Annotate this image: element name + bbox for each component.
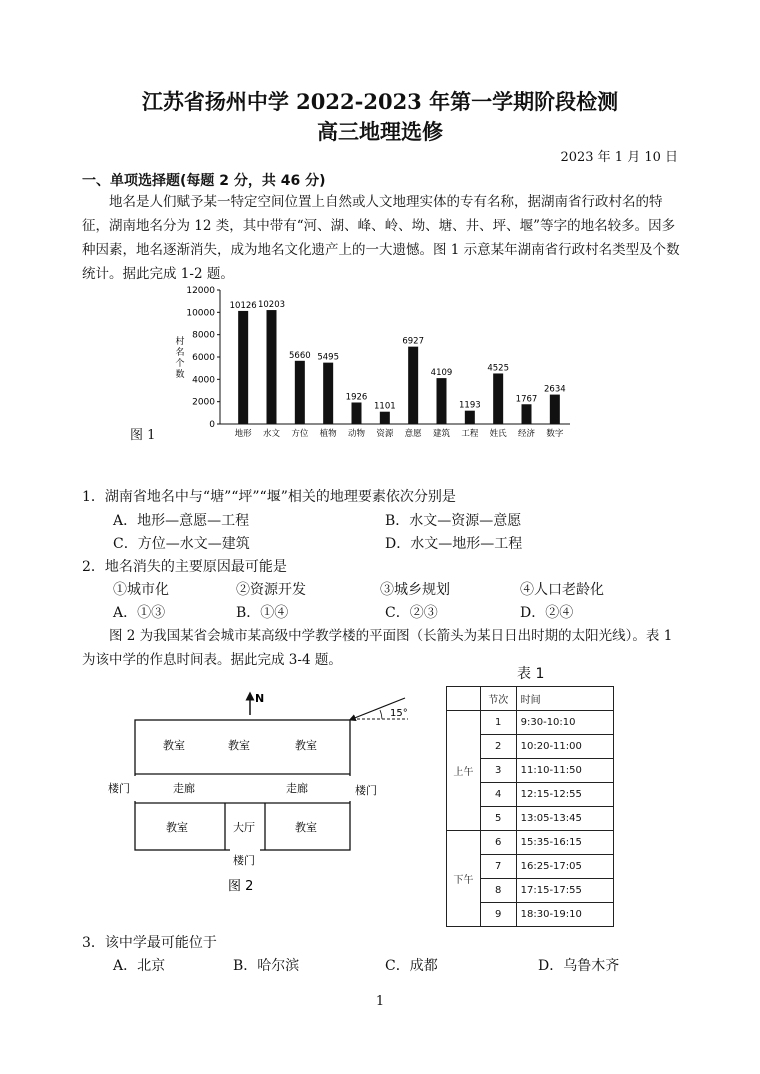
data-label: 6927: [402, 336, 424, 347]
y-axis-label-char: 村: [175, 337, 185, 347]
y-axis-label-char: 个: [175, 359, 185, 369]
bar: [437, 378, 447, 424]
period-number: 3: [480, 759, 516, 783]
y-axis-label-char: 数: [175, 370, 185, 380]
x-tick-label: 姓氏: [489, 429, 507, 439]
classroom-3-label: 教室: [295, 739, 317, 752]
bar: [267, 310, 277, 424]
period-number: 7: [480, 855, 516, 879]
x-tick-label: 数字: [546, 429, 564, 439]
period-number: 2: [480, 735, 516, 759]
period-number: 9: [480, 903, 516, 927]
period-time: 18:30-19:10: [516, 903, 613, 927]
schedule-table: [446, 686, 614, 927]
bar: [295, 361, 305, 424]
period-time: 13:05-13:45: [516, 807, 613, 831]
x-tick-label: 方位: [291, 429, 309, 439]
x-tick-label: 资源: [376, 429, 394, 439]
bar: [493, 373, 503, 424]
classroom-2-label: 教室: [228, 739, 250, 752]
q2-option-b[interactable]: B．①④: [236, 605, 289, 621]
x-tick-label: 地形: [234, 429, 252, 439]
q2-option-d[interactable]: D．②④: [520, 605, 574, 621]
period-time: 9:30-10:10: [516, 711, 613, 735]
period-number: 8: [480, 879, 516, 903]
figure1-label: 图 1: [130, 428, 156, 443]
corridor-2-label: 走廊: [286, 782, 308, 795]
exam-subtitle: 高三地理选修: [317, 119, 443, 144]
intro-paragraph-1: 地名是人们赋予某一特定空间位置上自然或人文地理实体的专有名称，据湖南省行政村名的特征，湖南地名分为 12 类，其中带有“河、湖、峰、岭、坳、塘、井、坪、堰”等字的地名较多。因多种因素，地名逐渐消失，成为地名文化遗产上的一大遗憾。图 1 示意某年湖南省行政村名类型及个数统计。据此完成 1-2 题。: [82, 194, 680, 282]
q2-statement-2: ②资源开发: [236, 582, 306, 598]
period-time: 11:10-11:50: [516, 759, 613, 783]
x-tick-label: 植物: [319, 429, 337, 439]
data-label: 1926: [345, 392, 368, 403]
q1-option-a[interactable]: A．地形—意愿—工程: [113, 513, 250, 529]
north-label: N: [255, 692, 265, 705]
question-1-stem: 1．湖南省地名中与“塘”“坪”“堰”相关的地理要素依次分别是: [82, 489, 456, 505]
corridor-1-label: 走廊: [173, 782, 195, 795]
question-3-stem: 3．该中学最可能位于: [82, 935, 217, 951]
east-stair-door-label: 楼门: [355, 784, 377, 797]
bar: [550, 395, 560, 424]
data-label: 4525: [487, 363, 509, 374]
bar: [408, 347, 418, 424]
figure1-bar-chart: [160, 282, 580, 442]
period-time: 15:35-16:15: [516, 831, 613, 855]
period-time: 16:25-17:05: [516, 855, 613, 879]
y-tick-label: 10000: [186, 308, 215, 319]
y-tick-label: 8000: [192, 330, 215, 341]
data-label: 5495: [317, 352, 339, 363]
classroom-4-label: 教室: [166, 821, 188, 834]
south-stair-door-label: 楼门: [233, 854, 255, 867]
data-label: 2634: [544, 384, 566, 395]
data-label: 1767: [515, 394, 538, 405]
section-heading: 一、单项选择题(每题 2 分，共 46 分): [82, 173, 326, 189]
period-number: 5: [480, 807, 516, 831]
table-header-blank: [447, 687, 481, 711]
intro-paragraph-2: 图 2 为我国某省会城市某高级中学教学楼的平面图（长箭头为某日日出时期的太阳光线）。表 1 为该中学的作息时间表。据此完成 3-4 题。: [82, 628, 673, 668]
q3-option-b[interactable]: B．哈尔滨: [233, 958, 300, 974]
figure2-label: 图 2: [228, 879, 254, 894]
bar: [522, 404, 532, 424]
x-tick-label: 经济: [517, 429, 536, 439]
period-number: 1: [480, 711, 516, 735]
q2-option-c[interactable]: C．②③: [385, 605, 438, 621]
exam-date: 2023 年 1 月 10 日: [560, 150, 678, 165]
data-label: 10203: [257, 300, 286, 311]
x-tick-label: 动物: [347, 429, 366, 439]
bar: [323, 363, 333, 424]
period-number: 4: [480, 783, 516, 807]
angle-arc: [380, 710, 382, 719]
page-number: 1: [375, 994, 385, 1009]
y-tick-label: 6000: [192, 353, 215, 363]
period-number: 6: [480, 831, 516, 855]
table1-title: 表 1: [517, 666, 545, 682]
period-time: 12:15-12:55: [516, 783, 613, 807]
q3-option-c[interactable]: C．成都: [385, 958, 438, 974]
x-tick-label: 工程: [461, 429, 479, 439]
bar: [238, 311, 248, 424]
classroom-5-label: 教室: [295, 821, 317, 834]
morning-label: 上午: [447, 711, 481, 831]
period-time: 17:15-17:55: [516, 879, 613, 903]
table-header-row: [447, 687, 614, 711]
q3-option-a[interactable]: A．北京: [113, 958, 166, 974]
y-tick-label: 2000: [192, 397, 215, 408]
period-time: 10:20-11:00: [516, 735, 613, 759]
data-label: 1193: [459, 400, 481, 411]
q3-option-d[interactable]: D．乌鲁木齐: [538, 958, 620, 974]
afternoon-label: 下午: [447, 831, 481, 927]
bar: [352, 402, 362, 424]
table-header-period: 节次: [480, 687, 516, 711]
west-stair-door-label: 楼门: [108, 782, 130, 795]
table-row: [447, 711, 614, 735]
q2-statement-3: ③城乡规划: [380, 582, 450, 598]
data-label: 10126: [229, 300, 257, 311]
q2-statement-4: ④人口老龄化: [520, 582, 604, 598]
exam-title: 江苏省扬州中学 2022-2023 年第一学期阶段检测: [141, 89, 619, 114]
question-2-stem: 2．地名消失的主要原因最可能是: [82, 559, 287, 575]
x-tick-label: 建筑: [432, 429, 451, 439]
data-label: 5660: [289, 350, 311, 361]
angle-label: 15°: [390, 708, 408, 719]
y-tick-label: 0: [209, 420, 215, 430]
table-row: [447, 831, 614, 855]
q1-option-b[interactable]: B．水文—资源—意愿: [385, 513, 522, 529]
y-tick-label: 12000: [186, 286, 215, 296]
data-label: 4109: [430, 368, 453, 379]
bar: [465, 411, 475, 424]
classroom-1-label: 教室: [163, 739, 185, 752]
hall-label: 大厅: [233, 821, 255, 834]
q2-option-a[interactable]: A．①③: [113, 605, 166, 621]
table-header-time: 时间: [516, 687, 613, 711]
q1-option-c[interactable]: C．方位—水文—建筑: [113, 536, 250, 552]
data-label: 1101: [374, 401, 396, 412]
q2-statement-1: ①城市化: [113, 582, 169, 598]
y-axis-label-char: 名: [175, 348, 185, 358]
bar: [380, 412, 390, 424]
y-tick-label: 4000: [192, 375, 215, 386]
x-tick-label: 意愿: [404, 429, 422, 439]
x-tick-label: 水文: [262, 429, 281, 439]
figure2-floor-plan: [100, 688, 420, 898]
q1-option-d[interactable]: D．水文—地形—工程: [385, 536, 523, 552]
